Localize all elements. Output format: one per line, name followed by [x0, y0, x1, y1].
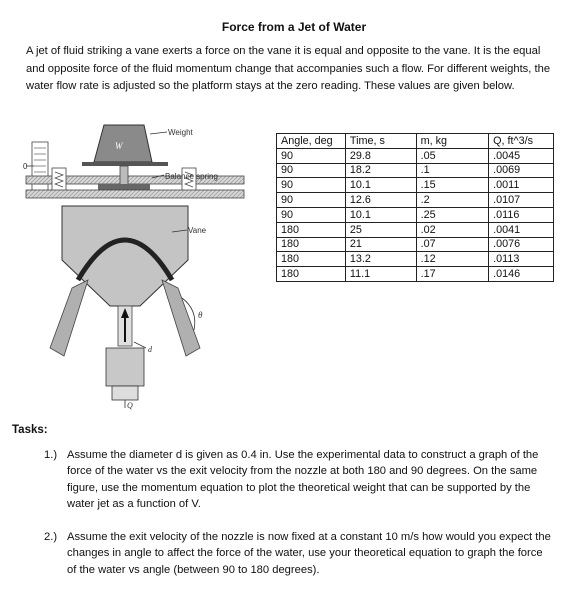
diameter-label: d [148, 345, 152, 354]
table-cell: .0107 [489, 193, 554, 208]
table-row [277, 207, 554, 222]
table-cell: .12 [416, 252, 489, 267]
vane-label: Vane [188, 226, 207, 235]
weight-symbol: W [115, 141, 123, 151]
zero-label: 0 [23, 162, 28, 171]
column-header: Time, s [345, 134, 416, 149]
table-cell: 90 [277, 163, 346, 178]
table-cell: .17 [416, 267, 489, 282]
table-cell: 29.8 [345, 148, 416, 163]
task-item [44, 529, 554, 578]
table-row [277, 178, 554, 193]
table-cell: 90 [277, 178, 346, 193]
supply-pipe [106, 348, 144, 386]
table-cell: .0113 [489, 252, 554, 267]
table-row [277, 148, 554, 163]
table-cell: .15 [416, 178, 489, 193]
table-cell: .0011 [489, 178, 554, 193]
table-cell: .02 [416, 222, 489, 237]
weight-label: Weight [168, 128, 193, 137]
table-cell: 90 [277, 193, 346, 208]
table-cell: 90 [277, 207, 346, 222]
table-row [277, 222, 554, 237]
table-cell: 13.2 [345, 252, 416, 267]
table-cell: 180 [277, 267, 346, 282]
table-cell: .1 [416, 163, 489, 178]
table-cell: 10.1 [345, 178, 416, 193]
table-cell: 180 [277, 237, 346, 252]
table-row [277, 252, 554, 267]
table-cell: 10.1 [345, 207, 416, 222]
table-header-row [277, 134, 554, 149]
document-title: Force from a Jet of Water [221, 20, 367, 34]
task-text: Assume the exit velocity of the nozzle is now fixed at a constant 10 m/s how would you expect the changes in angle to affect the force of the water, use your theoretical equation to graph the force of the water vs angle (between 90 to 180 degrees). [67, 531, 551, 576]
column-header: Q, ft^3/s [489, 134, 554, 149]
column-header: Angle, deg [277, 134, 346, 149]
balance-spring-label: Balance spring [165, 172, 218, 181]
table-cell: 11.1 [345, 267, 416, 282]
theta-label: θ [198, 310, 203, 320]
table-row [277, 237, 554, 252]
zero-scale [23, 142, 48, 192]
task-number: 1.) [44, 449, 58, 461]
table-row [277, 193, 554, 208]
table-cell: 12.6 [345, 193, 416, 208]
jet-apparatus-figure [22, 120, 262, 410]
platform-plate [82, 162, 168, 166]
column-header: m, kg [416, 134, 489, 149]
tasks-heading: Tasks: [12, 424, 48, 436]
table-cell: .05 [416, 148, 489, 163]
table-row [277, 163, 554, 178]
table-cell: 18.2 [345, 163, 416, 178]
task-text: Assume the diameter d is given as 0.4 in. Use the experimental data to construct a graph of the force of the water vs the exit velocity from the nozzle at both 180 and 90 degrees. On the same figure, use the momentum equation to plot the theoretical weight that can be supported by the water jet as a function of V. [67, 449, 539, 510]
table-cell: .0041 [489, 222, 554, 237]
table-cell: .0146 [489, 267, 554, 282]
table-cell: 90 [277, 148, 346, 163]
table-cell: 25 [345, 222, 416, 237]
table-cell: 180 [277, 252, 346, 267]
table-cell: 21 [345, 237, 416, 252]
table-cell: .25 [416, 207, 489, 222]
data-table [276, 133, 554, 282]
task-item [44, 447, 554, 512]
intro-paragraph: A jet of fluid striking a vane exerts a force on the vane it is equal and opposite to the vane. It is the equal and opposite force of the fluid momentum change that accompanies such a flow. For different weights, the water flow rate is adjusted so the platform stays at the zero reading. These values are given below. [26, 45, 551, 92]
table-cell: .2 [416, 193, 489, 208]
table-cell: .0069 [489, 163, 554, 178]
task-number: 2.) [44, 531, 58, 543]
table-row [277, 267, 554, 282]
weight-block [94, 125, 152, 162]
table-cell: 180 [277, 222, 346, 237]
table-cell: .0076 [489, 237, 554, 252]
table-cell: .0045 [489, 148, 554, 163]
table-cell: .07 [416, 237, 489, 252]
flow-q-label: Q [127, 401, 133, 410]
table-cell: .0116 [489, 207, 554, 222]
